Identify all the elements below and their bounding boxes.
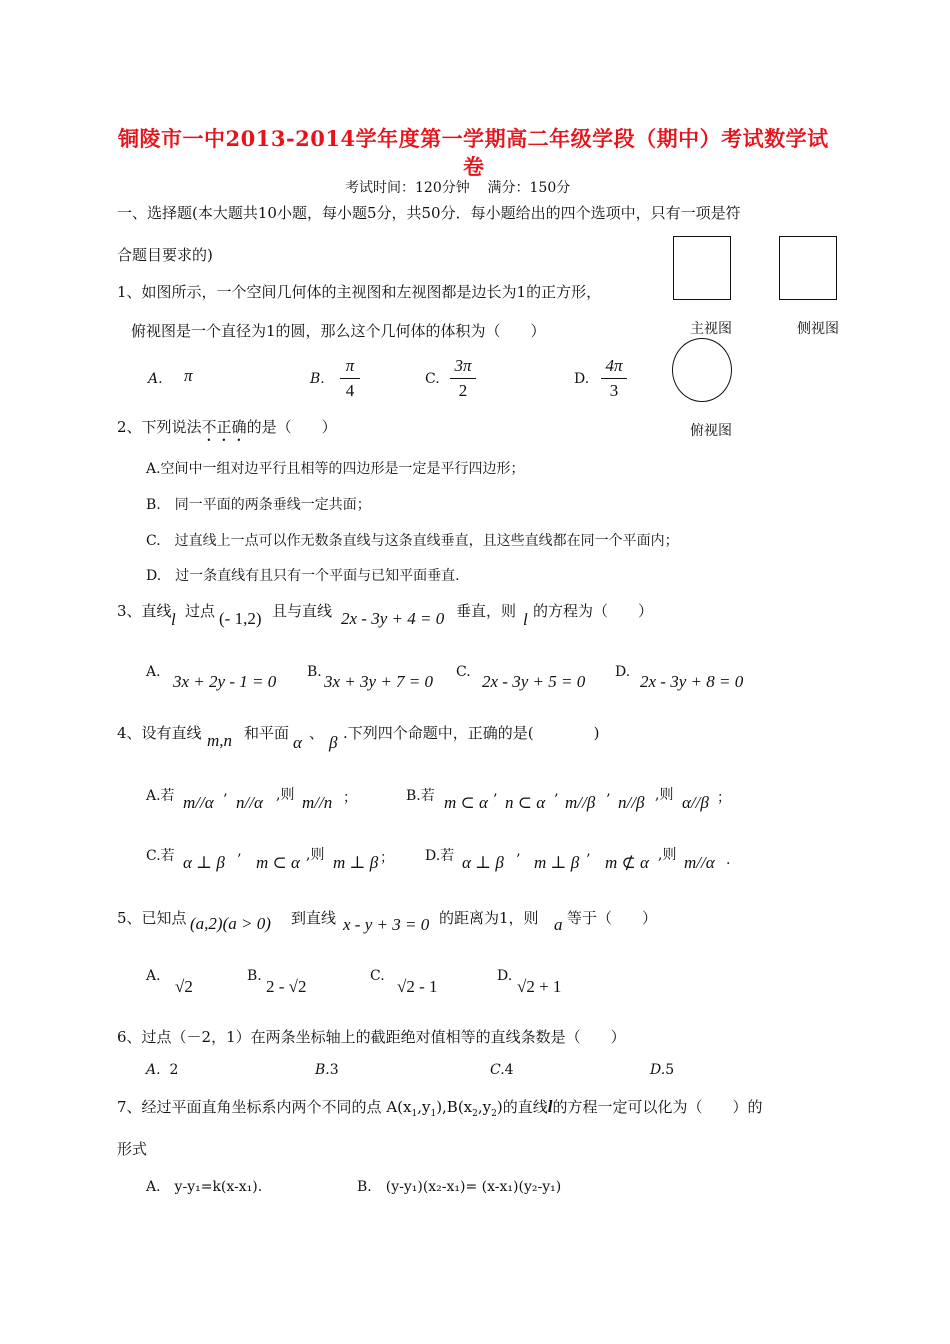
semicolon: ； xyxy=(380,850,394,866)
q3-option-d: 2x - 3y + 8 = 0 xyxy=(640,672,744,691)
q3-option-c: 2x - 3y + 5 = 0 xyxy=(482,672,586,691)
q5-line: x - y + 3 = 0 xyxy=(343,915,430,934)
fraction-numerator: 4π xyxy=(605,356,623,375)
option-label: D. xyxy=(650,1062,666,1078)
front-view-label: 主视图 xyxy=(690,321,732,337)
q1-stem-line1: 1、如图所示，一个空间几何体的主视图和左视图都是边长为1的正方形， xyxy=(117,283,602,301)
then-word: 则 xyxy=(662,847,677,863)
fraction-bar xyxy=(601,378,627,379)
q4-option-b-label: B.若 xyxy=(406,788,435,804)
option-label: A. xyxy=(146,1062,161,1078)
exam-title-line1: 铜陵市一中2013-2014学年度第一学期高二年级学段（期中）考试数学试 xyxy=(118,126,829,151)
q2-option-b: B. 同一平面的两条垂线一定共面； xyxy=(146,497,371,513)
comma: ’ xyxy=(554,792,559,808)
comma: ’ xyxy=(237,852,242,868)
side-view-label: 侧视图 xyxy=(797,321,839,337)
q3-stem-part3: 且与直线 xyxy=(272,602,333,620)
q5-stem-part2: 到直线 xyxy=(291,909,337,927)
q4-b-cond1: m ⊂ α xyxy=(444,793,488,812)
semicolon: ； xyxy=(717,790,731,806)
q4-c-cond2: m ⊂ α xyxy=(256,853,300,872)
section-intro-line2: 合题目要求的) xyxy=(117,246,213,264)
q5-option-b: 2 - √2 xyxy=(266,977,307,996)
comma: ’ xyxy=(586,852,591,868)
q4-separator: 、 xyxy=(309,724,325,742)
q3-stem-part5: 的方程为（ ） xyxy=(533,602,654,620)
q1-option-a-label: A. xyxy=(148,371,163,387)
side-view-square xyxy=(779,236,837,300)
q1-option-c-label: C. xyxy=(425,371,440,387)
q6-option-b xyxy=(315,1062,339,1078)
option-value: 3 xyxy=(329,1062,339,1078)
q4-a-cond2: n//α xyxy=(236,793,263,812)
q4-lines-mn: m,n xyxy=(207,731,233,750)
fraction-bar xyxy=(450,378,476,379)
q3-line-l-2: l xyxy=(523,610,528,629)
subscript: 2 xyxy=(491,1109,497,1119)
fraction-numerator: π xyxy=(345,356,355,375)
q5-option-a-label: A. xyxy=(146,968,161,984)
q2-stem xyxy=(117,416,337,445)
top-view-label: 俯视图 xyxy=(690,423,732,439)
q4-b-cond2: n ⊂ α xyxy=(505,793,546,812)
q4-b-result: α//β xyxy=(682,793,709,812)
q2-option-a: A.空间中一组对边平行且相等的四边形是一定是平行四边形； xyxy=(146,461,525,477)
fraction-denominator: 2 xyxy=(458,381,468,400)
q5-stem-part1: 5、已知点 xyxy=(117,909,187,927)
q5-option-d-label: D. xyxy=(497,968,513,984)
q4-b-cond4: n//β xyxy=(618,793,645,812)
q4-b-cond3: m//β xyxy=(565,793,596,812)
q2-stem-prefix: 2、下列说法 xyxy=(117,418,202,436)
q4-stem-part1: 4、设有直线 xyxy=(117,724,202,742)
then-word: 则 xyxy=(659,787,674,803)
q3-option-a: 3x + 2y - 1 = 0 xyxy=(173,672,277,691)
q4-c-then: ,则 xyxy=(306,847,325,863)
exam-title-line2: 卷 xyxy=(463,154,485,179)
q4-stem-part2: 和平面 xyxy=(244,724,290,742)
q5-option-d: √2 + 1 xyxy=(517,977,562,996)
q5-stem-part3: 的距离为1，则 xyxy=(439,909,539,927)
subscript: 1 xyxy=(430,1109,437,1119)
q4-d-result: m//α xyxy=(684,853,715,872)
q7-text: ,y xyxy=(417,1098,431,1116)
q7-text: 的方程一定可以化为（ ）的 xyxy=(552,1098,763,1116)
q5-option-a: √2 xyxy=(175,977,193,996)
q4-option-c-label: C.若 xyxy=(146,848,175,864)
q7-stem-line1 xyxy=(117,1096,762,1119)
q3-option-b-label: B. xyxy=(307,664,322,680)
exam-info: 考试时间：120分钟 满分：150分 xyxy=(345,180,571,196)
q1-option-b-label: B. xyxy=(310,371,325,387)
q4-a-cond1: m//α xyxy=(183,793,214,812)
q4-a-then: ,则 xyxy=(276,787,295,803)
q4-a-result: m//n xyxy=(302,793,333,812)
q3-option-d-label: D. xyxy=(615,664,631,680)
q5-option-c-label: C. xyxy=(370,968,385,984)
semicolon: ； xyxy=(343,790,357,806)
fraction-numerator: 3π xyxy=(454,356,472,375)
q4-d-cond2: m ⊥ β xyxy=(534,853,580,872)
q6-option-c xyxy=(490,1062,514,1078)
fraction-bar xyxy=(340,378,360,379)
q7-stem-line2: 形式 xyxy=(117,1140,148,1158)
option-value: 5 xyxy=(665,1062,675,1078)
q3-option-b: 3x + 3y + 7 = 0 xyxy=(324,672,434,691)
q7-text: 7、经过平面直角坐标系内两个不同的点 A(x xyxy=(117,1098,412,1116)
q3-option-c-label: C. xyxy=(456,664,471,680)
period: . xyxy=(726,852,731,868)
q7-option-b: B. (y-y₁)(x₂-x₁)= (x-x₁)(y₂-y₁) xyxy=(357,1179,562,1195)
q4-d-cond1: α ⊥ β xyxy=(462,853,504,872)
q1-option-d-fraction xyxy=(601,356,627,401)
q3-stem-part1: 3、直线 xyxy=(117,602,172,620)
q4-stem-part3: .下列四个命题中，正确的是( ) xyxy=(343,724,600,742)
q3-point: (- 1,2) xyxy=(219,609,262,628)
q2-stem-emphasis: 不正确 xyxy=(201,418,247,436)
subscript: 1 xyxy=(411,1109,418,1119)
q1-option-d-label: D. xyxy=(574,371,590,387)
option-value: 4 xyxy=(504,1062,514,1078)
q4-plane-alpha: α xyxy=(293,733,302,752)
q5-option-b-label: B. xyxy=(247,968,262,984)
q2-stem-suffix: 的是（ ） xyxy=(246,418,337,436)
q4-plane-beta: β xyxy=(329,733,338,752)
q6-option-d xyxy=(650,1062,674,1078)
front-view-square xyxy=(673,236,731,300)
subscript: 2 xyxy=(472,1109,478,1119)
comma: ’ xyxy=(606,792,611,808)
q1-option-a-value: π xyxy=(184,366,193,385)
fraction-denominator: 3 xyxy=(609,381,619,400)
q7-text: ,y xyxy=(477,1098,492,1116)
q1-option-c-fraction xyxy=(450,356,476,401)
q4-c-result: m ⊥ β xyxy=(333,853,379,872)
q7-option-a: A. y-y₁=k(x-x₁). xyxy=(146,1179,263,1195)
q5-variable-a: a xyxy=(554,915,563,934)
q1-stem-line2: 俯视图是一个直径为1的圆，那么这个几何体的体积为（ ） xyxy=(131,322,546,340)
q3-stem-part4: 垂直，则 xyxy=(456,602,517,620)
fraction-denominator: 4 xyxy=(345,381,355,400)
then-word: 则 xyxy=(280,787,295,803)
q3-line-l: l xyxy=(171,610,176,629)
section-intro-line1: 一、选择题(本大题共10小题，每小题5分，共50分．每小题给出的四个选项中，只有一项是符 xyxy=(117,204,741,222)
q7-text: ),B(x xyxy=(436,1098,473,1116)
q4-d-cond3: m ⊄ α xyxy=(605,853,649,872)
q2-option-d: D. 过一条直线有且只有一个平面与已知平面垂直. xyxy=(146,568,460,584)
q3-stem-part2: 过点 xyxy=(185,602,216,620)
comma: ’ xyxy=(516,852,521,868)
option-label: C. xyxy=(490,1062,505,1078)
q4-b-then: ,则 xyxy=(655,787,674,803)
q6-option-a xyxy=(146,1062,178,1078)
q5-point: (a,2)(a > 0) xyxy=(190,914,271,933)
comma: ’ xyxy=(493,792,498,808)
q7-text: )的直线 xyxy=(496,1098,548,1116)
q3-given-line: 2x - 3y + 4 = 0 xyxy=(341,609,445,628)
q7-line-l: l xyxy=(547,1097,553,1116)
comma: ’ xyxy=(223,792,228,808)
option-value: 2 xyxy=(169,1062,179,1078)
q2-option-c: C. 过直线上一点可以作无数条直线与这条直线垂直，且这些直线都在同一个平面内； xyxy=(146,533,679,549)
q4-c-cond1: α ⊥ β xyxy=(183,853,225,872)
q4-option-d-label: D.若 xyxy=(425,848,455,864)
q5-option-c: √2 - 1 xyxy=(397,977,438,996)
top-view-circle xyxy=(672,338,732,402)
q3-option-a-label: A. xyxy=(146,664,161,680)
q5-stem-part4: 等于（ ） xyxy=(567,909,658,927)
q4-d-then: ,则 xyxy=(658,847,677,863)
q4-option-a-label: A.若 xyxy=(146,788,175,804)
option-label: B. xyxy=(315,1062,330,1078)
then-word: 则 xyxy=(310,847,325,863)
q6-stem: 6、过点（－2，1）在两条坐标轴上的截距绝对值相等的直线条数是（ ） xyxy=(117,1028,626,1046)
q1-option-b-fraction xyxy=(340,356,360,401)
